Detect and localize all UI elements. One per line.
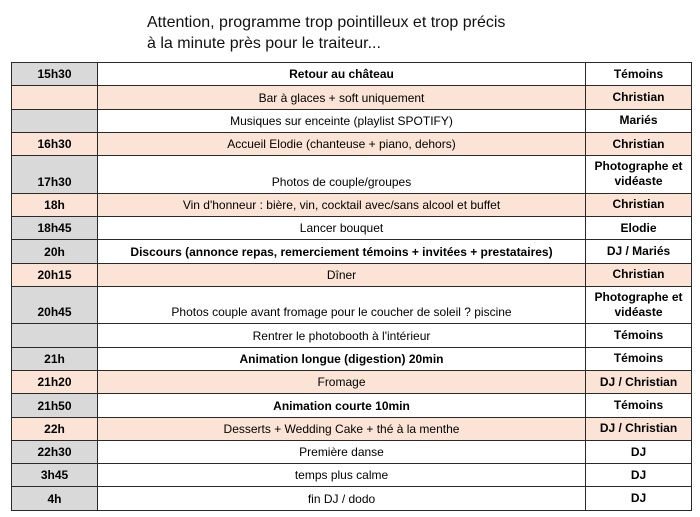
event-cell: Première danse: [98, 441, 586, 464]
responsible-cell: Témoins: [586, 63, 692, 86]
table-row: [12, 217, 692, 240]
table-row: [12, 394, 692, 417]
responsible-cell: Témoins: [586, 394, 692, 417]
time-cell: 3h45: [12, 464, 98, 487]
event-cell: Photos de couple/groupes: [98, 156, 586, 194]
responsible-cell: Elodie: [586, 217, 692, 240]
table-row: [12, 264, 692, 287]
time-cell: 22h30: [12, 441, 98, 464]
responsible-cell: Mariés: [586, 110, 692, 133]
event-cell: Retour au château: [98, 63, 586, 86]
responsible-cell: DJ / Mariés: [586, 240, 692, 263]
event-cell: Rentrer le photobooth à l'intérieur: [98, 324, 586, 347]
event-cell: Photos couple avant fromage pour le coucher de soleil ? piscine: [98, 287, 586, 325]
table-row: [12, 63, 692, 86]
table-row: [12, 371, 692, 394]
time-cell: [12, 86, 98, 109]
time-cell: 20h15: [12, 264, 98, 287]
time-cell: 21h20: [12, 371, 98, 394]
responsible-cell: DJ: [586, 441, 692, 464]
time-cell: 21h50: [12, 394, 98, 417]
time-cell: 21h: [12, 348, 98, 371]
event-cell: Dîner: [98, 264, 586, 287]
time-cell: 15h30: [12, 63, 98, 86]
event-cell: fin DJ / dodo: [98, 487, 586, 510]
time-cell: 16h30: [12, 133, 98, 156]
time-cell: 18h45: [12, 217, 98, 240]
responsible-cell: Christian: [586, 86, 692, 109]
time-cell: [12, 110, 98, 133]
time-cell: [12, 324, 98, 347]
table-row: [12, 156, 692, 194]
time-cell: 20h: [12, 240, 98, 263]
time-cell: 4h: [12, 487, 98, 510]
table-row: [12, 194, 692, 217]
page-title-line2: à la minute près pour le traiteur...: [147, 35, 381, 52]
responsible-cell: DJ: [586, 464, 692, 487]
event-cell: Animation courte 10min: [98, 394, 586, 417]
responsible-cell: Christian: [586, 194, 692, 217]
responsible-cell: DJ / Christian: [586, 371, 692, 394]
event-cell: Musiques sur enceinte (playlist SPOTIFY): [98, 110, 586, 133]
responsible-cell: Témoins: [586, 324, 692, 347]
responsible-cell: DJ / Christian: [586, 418, 692, 441]
page-title: [147, 12, 505, 54]
responsible-cell: Christian: [586, 133, 692, 156]
event-cell: Desserts + Wedding Cake + thé à la menthe: [98, 418, 586, 441]
time-cell: 22h: [12, 418, 98, 441]
table-row: [12, 110, 692, 133]
table-row: [12, 324, 692, 347]
time-cell: 17h30: [12, 156, 98, 194]
table-row: [12, 441, 692, 464]
event-cell: Lancer bouquet: [98, 217, 586, 240]
event-cell: Bar à glaces + soft uniquement: [98, 86, 586, 109]
table-row: [12, 418, 692, 441]
responsible-cell: Photographe et vidéaste: [586, 156, 692, 194]
event-cell: Accueil Elodie (chanteuse + piano, dehors): [98, 133, 586, 156]
page-title-line1: Attention, programme trop pointilleux et trop précis: [147, 14, 506, 31]
event-cell: Discours (annonce repas, remerciement témoins + invitées + prestataires): [98, 240, 586, 263]
table-row: [12, 464, 692, 487]
table-row: [12, 287, 692, 325]
event-cell: Fromage: [98, 371, 586, 394]
schedule-table: [11, 62, 692, 511]
table-row: [12, 240, 692, 263]
table-row: [12, 348, 692, 371]
event-cell: Animation longue (digestion) 20min: [98, 348, 586, 371]
responsible-cell: Christian: [586, 264, 692, 287]
event-cell: temps plus calme: [98, 464, 586, 487]
responsible-cell: DJ: [586, 487, 692, 510]
table-row: [12, 86, 692, 109]
table-row: [12, 133, 692, 156]
event-cell: Vin d'honneur : bière, vin, cocktail avec/sans alcool et buffet: [98, 194, 586, 217]
time-cell: 18h: [12, 194, 98, 217]
responsible-cell: Photographe et vidéaste: [586, 287, 692, 325]
table-row: [12, 487, 692, 510]
time-cell: 20h45: [12, 287, 98, 325]
responsible-cell: Témoins: [586, 348, 692, 371]
